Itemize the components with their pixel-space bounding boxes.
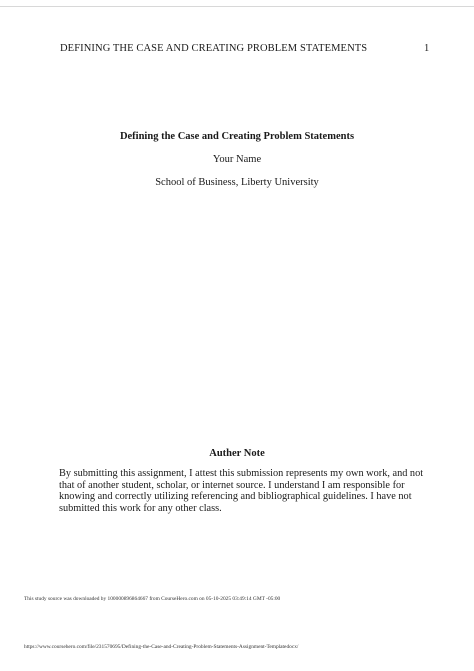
document-title: Defining the Case and Creating Problem Statements <box>119 131 355 142</box>
page-number: 1 <box>424 43 430 54</box>
author-note-body: By submitting this assignment, I attest this submission represents my own work, and not that of another student, scholar, or internet source. I understand I am responsible for knowing and correctly utilizing referencing and bibliographical guidelines. I have not submitted this work for any other class. <box>59 468 424 514</box>
top-divider <box>0 6 474 7</box>
author-affiliation: School of Business, Liberty University <box>155 177 319 188</box>
running-head: DEFINING THE CASE AND CREATING PROBLEM STATEMENTS <box>60 43 368 54</box>
author-name: Your Name <box>212 154 262 165</box>
author-note-heading: Auther Note <box>209 448 265 459</box>
source-url-link[interactable]: https://www.coursehero.com/file/231570695/Defining-the-Case-and-Creating-Problem-Statements-Assignment-Templatedocx/ <box>24 644 299 650</box>
download-notice: This study source was downloaded by 100000896864667 from CourseHero.com on 05-10-2025 03:49:14 GMT -05:00 <box>24 596 281 602</box>
